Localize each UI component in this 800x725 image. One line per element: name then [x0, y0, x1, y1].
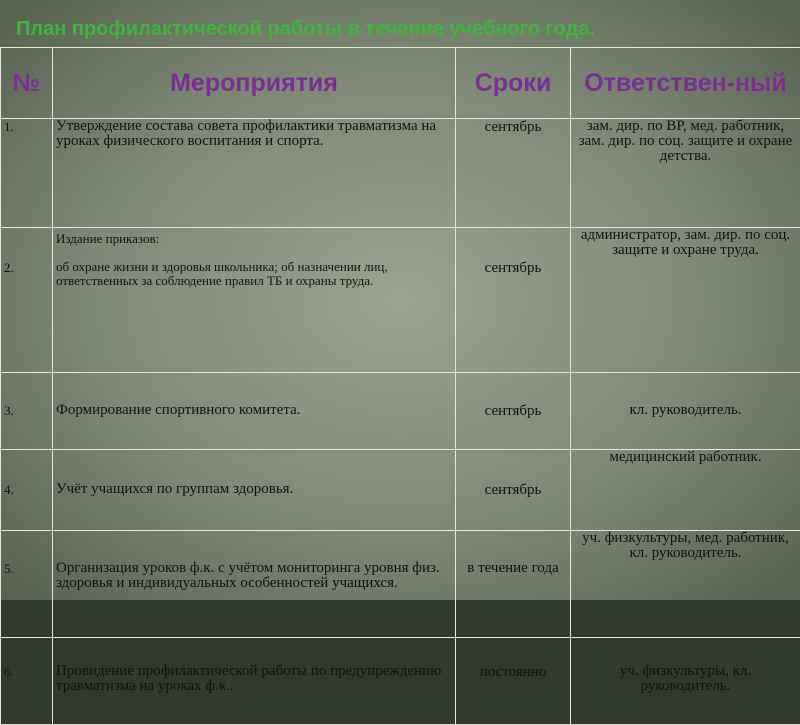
row-number: 6. [1, 638, 53, 725]
row-term: сентябрь [456, 119, 571, 228]
row-event: Утверждение состава совета профилактики травматизма на уроках физического воспитания и спорта. [53, 119, 456, 228]
row-number: 2. [1, 228, 53, 373]
row-event [53, 228, 456, 373]
row-event: Формирование спортивного комитета. [53, 373, 456, 450]
row-number: 3. [1, 373, 53, 450]
row-responsible: кл. руководитель. [571, 373, 800, 450]
header-responsible: Ответствен-ный [571, 48, 800, 119]
row-event-details: об охране жизни и здоровья школьника; об назначении лиц, ответственных за соблюдение правил ТБ и охраны труда. [56, 260, 452, 288]
table-row [1, 373, 800, 450]
row-term: сентябрь [456, 373, 571, 450]
header-term: Сроки [456, 48, 571, 119]
table-row [1, 228, 800, 373]
plan-table [0, 47, 800, 725]
table-row [1, 119, 800, 228]
row-responsible: уч. физкультуры, мед. работник, кл. руководитель. [571, 531, 800, 638]
row-event-heading: Издание приказов: [56, 231, 159, 246]
row-responsible: уч. физкультуры, кл. руководитель. [571, 638, 800, 725]
row-event: Организация уроков ф.к. с учётом мониторинга уровня физ. здоровья и индивидуальных особенностей учащихся. [53, 531, 456, 638]
header-number: № [1, 48, 53, 119]
row-number: 4. [1, 450, 53, 531]
row-event: Провидение профилактической работы по предупреждению травматизма на уроках ф.к.. [53, 638, 456, 725]
table-row [1, 638, 800, 725]
row-term: в течение года [456, 531, 571, 638]
row-event: Учёт учащихся по группам здоровья. [53, 450, 456, 531]
row-term: сентябрь [456, 228, 571, 373]
table-row [1, 450, 800, 531]
row-number: 5. [1, 531, 53, 638]
row-responsible: администратор, зам. дир. по соц. защите и охране труда. [571, 228, 800, 373]
row-number: 1. [1, 119, 53, 228]
row-term: сентябрь [456, 450, 571, 531]
row-responsible: зам. дир. по ВР, мед. работник, зам. дир. по соц. защите и охране детства. [571, 119, 800, 228]
table-header-row [1, 48, 800, 119]
header-event: Мероприятия [53, 48, 456, 119]
page-title: План профилактической работы в течение учебного года. [16, 18, 786, 41]
row-term: постоянно [456, 638, 571, 725]
table-row [1, 531, 800, 638]
row-responsible: медицинский работник. [571, 450, 800, 531]
